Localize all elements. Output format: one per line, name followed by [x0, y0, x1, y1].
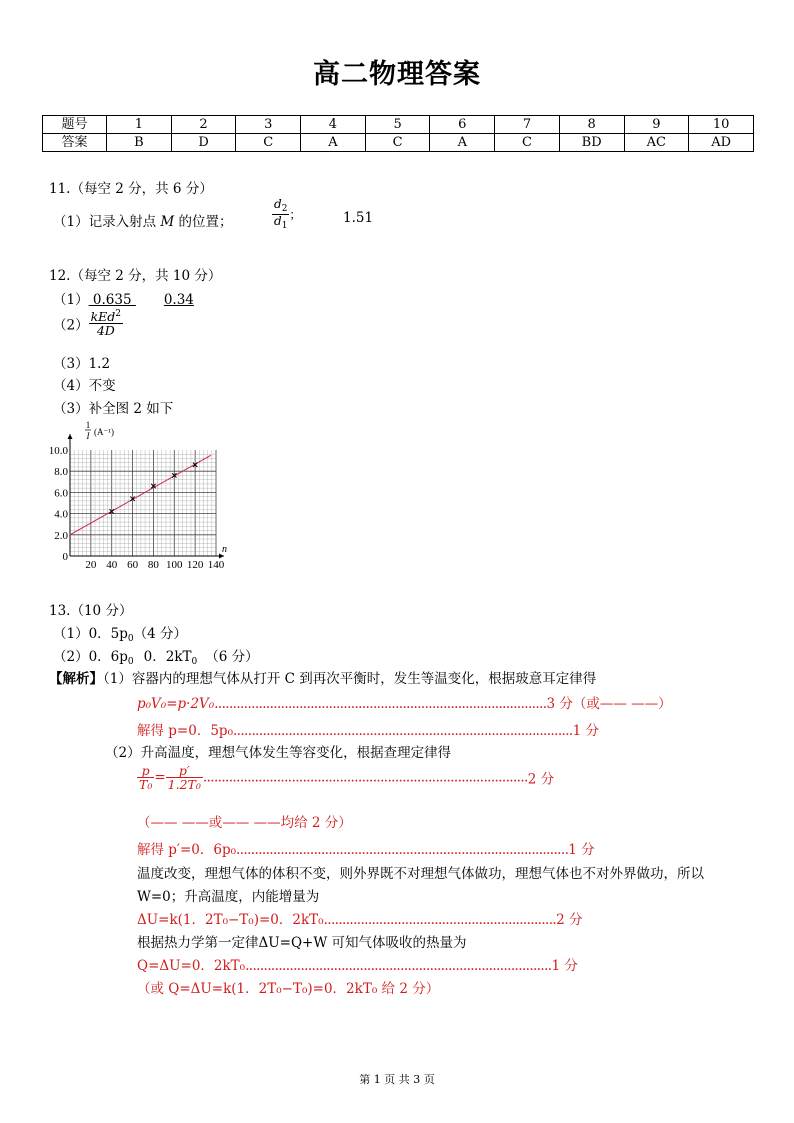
eq1-score: 3 分（或—— ——）	[546, 696, 672, 712]
q13-a2-mid: 0．2kT	[143, 649, 192, 665]
table-cell: 1	[107, 116, 172, 134]
table-cell: C	[365, 134, 430, 152]
x-tick-label: 100	[166, 559, 183, 570]
q12-line3: （3）1.2	[53, 356, 111, 372]
table-cell: 10	[689, 116, 754, 134]
y-label-num: 1	[85, 420, 91, 430]
table-cell: A	[301, 134, 366, 152]
eq3-den2: 1.2T₀	[167, 777, 201, 793]
y-tick-label: 2.0	[54, 529, 68, 542]
q13-eq3-alt: （—— ——或—— ——均给 2 分）	[137, 815, 352, 831]
table-cell: AD	[689, 134, 754, 152]
eq3-num1: p	[141, 763, 150, 778]
q11-heading: 11.（每空 2 分，共 6 分）	[49, 181, 213, 197]
y-label-unit: (A⁻¹)	[94, 427, 114, 437]
table-cell: 9	[624, 116, 689, 134]
q13-a1: （1）0．5p	[53, 626, 128, 642]
q13-text1: 温度改变，理想气体的体积不变，则外界既不对理想气体做功，理想气体也不对外界做功，所以	[137, 866, 704, 882]
q13-eq7: （或 Q=ΔU=k(1．2T₀−T₀)=0．2kT₀ 给 2 分）	[137, 981, 440, 997]
q13-a1-sub: 0	[127, 634, 134, 644]
q13-analysis-p2: （2）升高温度，理想气体发生等容变化，根据查理定律得	[105, 745, 452, 761]
eq1-formula: p₀V₀=p·2V₀	[137, 696, 215, 712]
y-label-den: I	[86, 431, 90, 441]
q13-eq6	[137, 954, 578, 974]
graph-chart	[40, 418, 240, 570]
q13-a2: （2）0．6p	[53, 649, 128, 665]
page-footer: 第 1 页 共 3 页	[359, 1073, 435, 1086]
x-tick-label: 120	[186, 559, 204, 570]
table-cell: 7	[495, 116, 560, 134]
q12-l1-prefix: （1）	[53, 292, 89, 308]
q12-frac-den: 4D	[96, 323, 115, 339]
x-tick-label: 20	[85, 559, 97, 570]
frac-den-sub: 1	[281, 221, 288, 232]
eq3-num2: p′	[178, 763, 190, 778]
q12-line4: （4）不变	[53, 378, 116, 394]
q11-semicolon: ；	[289, 207, 302, 222]
y-axis-arrow	[68, 434, 73, 439]
eq6-dots: ...................................................................................	[245, 958, 552, 974]
analysis-label: 【解析】	[49, 671, 103, 687]
q12-heading: 12.（每空 2 分，共 10 分）	[49, 268, 222, 284]
table-cell: B	[107, 134, 172, 152]
table-cell: 8	[559, 116, 624, 134]
q12-l1-answer-a: 0.635	[88, 292, 136, 308]
y-tick-label: 4.0	[54, 508, 68, 521]
table-cell: 3	[236, 116, 301, 134]
table-header-cell: 题号	[43, 116, 107, 134]
x-tick-label: 40	[106, 559, 118, 570]
table-cell: C	[236, 134, 301, 152]
q11-line1-suffix: 的位置；	[174, 214, 233, 230]
q12-line5: （3）补全图 2 如下	[53, 401, 174, 417]
eq6-formula: Q=ΔU=0．2kT₀	[137, 958, 246, 974]
table-cell: 2	[171, 116, 236, 134]
x-tick-label: 60	[127, 559, 139, 570]
eq3-score: 2 分	[527, 771, 555, 788]
eq4-score: 1 分	[568, 842, 595, 858]
q13-eq4	[137, 838, 595, 858]
eq4-formula: 解得 p′=0．6p₀	[137, 842, 237, 858]
table-cell: 4	[301, 116, 366, 134]
q13-text3: 根据热力学第一定律ΔU=Q+W 可知气体吸收的热量为	[137, 935, 467, 951]
q11-line1-prefix: （1）记录入射点	[53, 214, 161, 230]
q13-a2-sub2: 0	[191, 657, 198, 667]
eq2-dots: ............................................................................................	[232, 723, 573, 739]
q12-l2-prefix: （2）	[53, 317, 89, 334]
y-tick-label: 10.0	[48, 445, 68, 457]
q13-a2-tail: （6 分）	[205, 649, 259, 665]
table-cell: AC	[624, 134, 689, 152]
eq2-score: 1 分	[572, 723, 599, 739]
table-cell: 6	[430, 116, 495, 134]
y-tick-label: 6.0	[54, 487, 68, 500]
x-tick-label: 140	[207, 559, 225, 570]
table-row-numbers	[43, 116, 754, 134]
q12-line1	[53, 288, 194, 308]
table-cell: BD	[559, 134, 624, 152]
eq3-dots: ........................................................................................	[202, 769, 528, 786]
q11-fraction	[272, 198, 301, 232]
table-cell: C	[495, 134, 560, 152]
q13-eq3	[137, 764, 554, 791]
eq5-score: 2 分	[556, 912, 583, 928]
eq3-equals: =	[154, 769, 166, 786]
q13-a2-sub: 0	[127, 657, 134, 667]
q13-answer2	[53, 645, 259, 667]
q13-a1-tail: （4 分）	[133, 626, 188, 642]
eq3-den1: T₀	[139, 777, 153, 793]
q12-frac-num: kEd	[90, 309, 116, 324]
table-cell: D	[171, 134, 236, 152]
page-title: 高二物理答案	[313, 59, 481, 90]
eq2-formula: 解得 p=0．5p₀	[137, 723, 233, 739]
eq5-dots: ...............................................................	[323, 912, 557, 928]
frac-den: d	[274, 214, 282, 229]
y-tick-label: 8.0	[54, 466, 68, 479]
q12-line2	[53, 310, 123, 337]
q13-eq2	[137, 719, 599, 739]
table-cell: 5	[365, 116, 430, 134]
q11-line1-var: M	[160, 214, 175, 230]
frac-num-sub: 2	[281, 204, 288, 214]
q12-l1-answer-b: 0.34	[163, 292, 194, 308]
q13-heading: 13.（10 分）	[49, 603, 133, 619]
q11-line1	[53, 210, 233, 230]
q13-analysis-p1	[49, 667, 596, 687]
eq4-dots: ..........................................................................................	[236, 842, 569, 858]
q12-frac-sup: 2	[115, 309, 122, 319]
x-tick-label: 80	[147, 559, 159, 570]
eq1-dots: ..........................................................................................	[214, 696, 547, 712]
q11-value: 1.51	[343, 210, 374, 226]
q13-eq5	[137, 908, 583, 928]
y-tick-label: 0	[62, 551, 68, 563]
table-cell: A	[430, 134, 495, 152]
x-axis-label: n	[222, 544, 227, 555]
q13-answer1	[53, 622, 187, 644]
frac-num: d	[274, 197, 282, 211]
analysis-text-1: （1）容器内的理想气体从打开 C 到再次平衡时，发生等温变化，根据玻意耳定律得	[103, 671, 597, 687]
table-header-cell: 答案	[43, 134, 107, 152]
q13-text2: W=0；升高温度，内能增量为	[137, 889, 320, 905]
eq6-score: 1 分	[551, 958, 578, 974]
eq5-formula: ΔU=k(1．2T₀−T₀)=0．2kT₀	[137, 912, 324, 928]
q13-eq1	[137, 692, 672, 712]
table-row-answers	[43, 134, 754, 152]
answer-table	[42, 115, 754, 152]
